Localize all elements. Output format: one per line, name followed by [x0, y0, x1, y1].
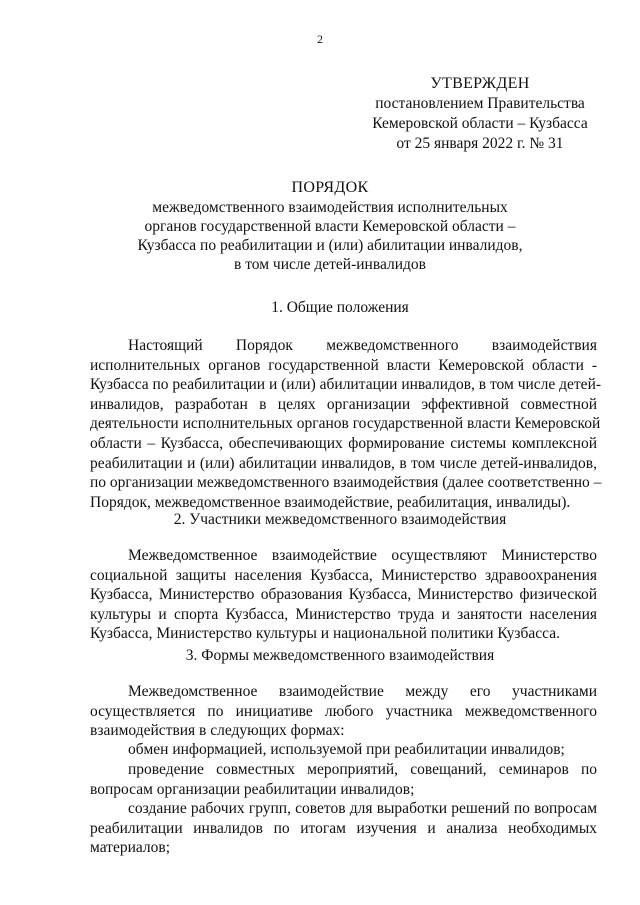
paragraph-line: Кузбасса, Министерство образования Кузбасса, Министерство физической: [90, 586, 597, 604]
list-item-line: материалов;: [90, 839, 171, 857]
approval-line: от 25 января 2022 г. № 31: [396, 135, 564, 152]
paragraph-line: взаимодействия в следующих формах:: [90, 722, 345, 740]
list-item: [90, 760, 597, 799]
section-paragraph-forms: [90, 682, 597, 741]
paragraph-line: Межведомственное взаимодействие осуществляют Министерство: [128, 547, 597, 564]
paragraph-line: Порядок, межведомственное взаимодействие, реабилитация, инвалиды).: [90, 493, 571, 511]
section-paragraph-participants: [90, 546, 597, 644]
paragraph-line: Кузбасса по реабилитации и (или) абилитации инвалидов, в том числе детей-: [90, 376, 602, 394]
title-line: в том числе детей-инвалидов: [234, 256, 426, 273]
paragraph-line: Кузбасса, Министерство культуры и национальной политики Кузбасса.: [90, 625, 560, 643]
title-line: Кузбасса по реабилитации и (или) абилитации инвалидов,: [137, 237, 523, 254]
approval-line: Кемеровской области – Кузбасса: [372, 115, 588, 132]
paragraph-line: осуществляется по инициативе любого участника межведомственного: [90, 702, 597, 720]
paragraph-line: Межведомственное взаимодействие между его участниками: [128, 683, 597, 700]
page-number: 2: [317, 32, 323, 46]
section-heading-general: 1. Общие положения: [271, 299, 409, 316]
paragraph-line: Настоящий Порядок межведомственного взаимодействия: [128, 337, 597, 354]
title-line: межведомственного взаимодействия исполнительных: [152, 199, 508, 216]
approval-stamp: УТВЕРЖДЕН: [430, 75, 530, 92]
paragraph-line: деятельности исполнительных органов государственной власти Кемеровской: [90, 415, 601, 433]
paragraph-line: области – Кузбасса, обеспечивающих формирование системы комплексной: [90, 434, 597, 452]
list-item-line: проведение совместных мероприятий, совещаний, семинаров по: [128, 761, 597, 778]
document-type: ПОРЯДОК: [291, 179, 369, 196]
paragraph-line: культуры и спорта Кузбасса, Министерство труда и занятости населения: [90, 605, 597, 623]
approval-block: [360, 74, 600, 154]
section-heading-forms: 3. Формы межведомственного взаимодействия: [185, 647, 495, 664]
paragraph-line: реабилитации и (или) абилитации инвалидов, в том числе детей-инвалидов,: [90, 454, 597, 472]
list-item-line: обмен информацией, используемой при реабилитации инвалидов;: [128, 741, 565, 758]
list-item-line: вопросам организации реабилитации инвалидов;: [90, 780, 415, 798]
list-item: [90, 740, 597, 760]
paragraph-line: инвалидов, разработан в целях организации эффективной совместной: [90, 395, 597, 413]
title-line: органов государственной власти Кемеровской области –: [144, 218, 516, 235]
list-item-line: реабилитации инвалидов по итогам изучения и анализа необходимых: [90, 819, 597, 837]
section-paragraph-general: [90, 336, 602, 512]
paragraph-line: исполнительных органов государственной власти Кемеровской области -: [90, 356, 597, 374]
document-title: [100, 178, 560, 274]
section-heading-participants: 2. Участники межведомственного взаимодействия: [173, 511, 507, 528]
list-item: [90, 799, 597, 858]
paragraph-line: социальной защиты населения Кузбасса, Министерство здравоохранения: [90, 566, 597, 584]
paragraph-line: по организации межведомственного взаимодействия (далее соответственно –: [90, 474, 602, 492]
list-item-line: создание рабочих групп, советов для выработки решений по вопросам: [128, 800, 597, 817]
approval-line: постановлением Правительства: [375, 95, 585, 112]
